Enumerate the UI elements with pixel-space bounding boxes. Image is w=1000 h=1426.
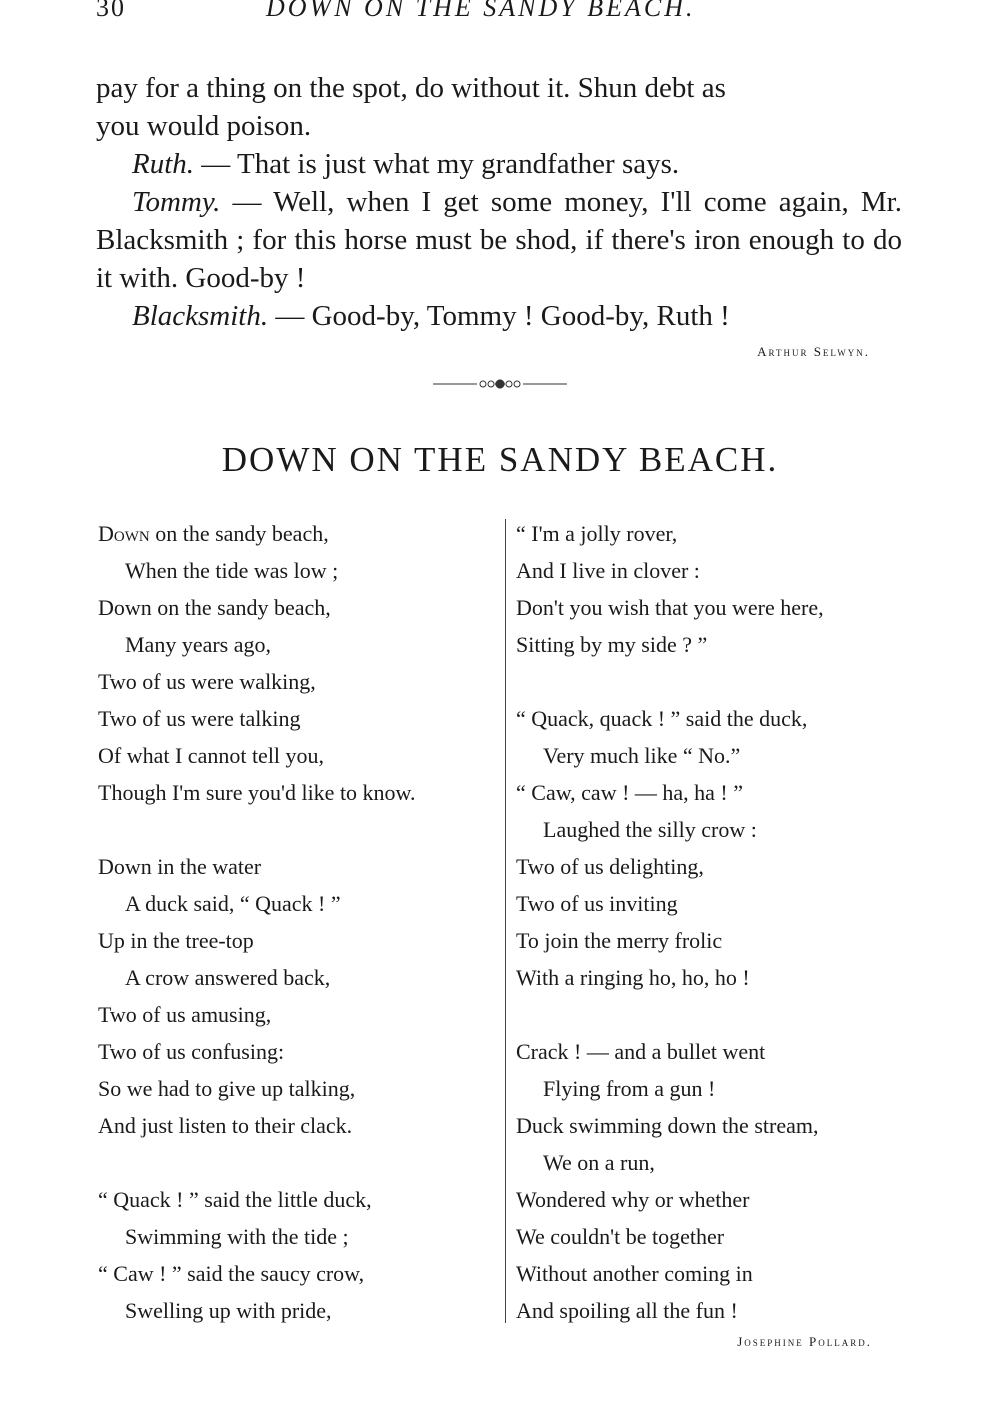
poem-first-word: Down	[98, 521, 150, 546]
poem-line: To join the merry frolic	[516, 928, 723, 953]
poem-line: Don't you wish that you were here,	[516, 595, 824, 620]
page-number: 30	[96, 0, 126, 22]
stanza	[516, 1033, 936, 1329]
poem-line: “ Quack ! ” said the little duck,	[98, 1187, 372, 1212]
stanza	[98, 848, 498, 1144]
poem-line: We couldn't be together	[516, 1224, 725, 1249]
poem-line: Of what I cannot tell you,	[98, 743, 325, 768]
dialogue-blacksmith	[96, 297, 902, 335]
stanza	[98, 515, 498, 811]
poem-line: “ Caw ! ” said the saucy crow,	[98, 1261, 365, 1286]
dialogue-text: — Well, when I get some money, I'll come again, Mr. Blacksmith ; for this horse must be shod, if there's iron enough to do it with. Good-by !	[96, 186, 902, 294]
poem-line: Very much like “ No.”	[543, 743, 741, 768]
poem-line: A crow answered back,	[125, 965, 331, 990]
poem-line: Two of us inviting	[516, 891, 678, 916]
dialogue-tommy	[96, 183, 902, 297]
stanza	[516, 515, 936, 663]
poem-line: Duck swimming down the stream,	[516, 1113, 819, 1138]
poem-line: Two of us amusing,	[98, 1002, 272, 1027]
poem-line: We on a run,	[543, 1150, 655, 1175]
prose-line: you would poison.	[96, 110, 312, 142]
poem-line: “ Caw, caw ! — ha, ha ! ”	[516, 780, 744, 805]
poem-line: When the tide was low ;	[125, 558, 339, 583]
poem-line: Crack ! — and a bullet went	[516, 1039, 766, 1064]
poem-line	[98, 515, 498, 552]
poem-line: Up in the tree-top	[98, 928, 254, 953]
poem-right-column	[516, 515, 936, 1366]
poem-line: Without another coming in	[516, 1261, 753, 1286]
poem-line: Wondered why or whether	[516, 1187, 750, 1212]
poem-line: Laughed the silly crow :	[543, 817, 757, 842]
prose-line: pay for a thing on the spot, do without it. Shun debt as	[96, 72, 726, 104]
speaker-name: Blacksmith.	[132, 300, 269, 332]
poem-line: Down on the sandy beach,	[98, 595, 331, 620]
poem-line: Two of us were talking	[98, 706, 301, 731]
stanza	[98, 1181, 498, 1329]
running-title: DOWN ON THE SANDY BEACH.	[266, 0, 696, 22]
running-head	[96, 0, 900, 22]
ornament-divider-icon	[433, 376, 567, 392]
poem-line: And spoiling all the fun !	[516, 1298, 738, 1323]
poem-line: Two of us delighting,	[516, 854, 704, 879]
poem-line: With a ringing ho, ho, ho !	[516, 965, 750, 990]
poem-line: “ I'm a jolly rover,	[516, 521, 678, 546]
poem-line: Down in the water	[98, 854, 262, 879]
poem-line: Many years ago,	[125, 632, 272, 657]
poem-line: A duck said, “ Quack ! ”	[125, 891, 341, 916]
dialogue-text: — Good-by, Tommy ! Good-by, Ruth !	[268, 300, 730, 332]
poem-line: Swimming with the tide ;	[125, 1224, 349, 1249]
speaker-name: Ruth.	[132, 148, 195, 180]
dialogue-text: — That is just what my grandfather says.	[194, 148, 680, 180]
poem-line: Though I'm sure you'd like to know.	[98, 780, 416, 805]
prose-continuation	[96, 69, 902, 145]
poem-line: So we had to give up talking,	[98, 1076, 356, 1101]
poem-line: And just listen to their clack.	[98, 1113, 353, 1138]
poem-line: Sitting by my side ? ”	[516, 632, 708, 657]
speaker-name: Tommy.	[132, 186, 221, 218]
poem-line-text: on the sandy beach,	[149, 521, 329, 546]
poem-line: And I live in clover :	[516, 558, 700, 583]
dialogue-ruth	[96, 145, 902, 183]
poem-line: Swelling up with pride,	[125, 1298, 332, 1323]
poem-title: DOWN ON THE SANDY BEACH.	[221, 440, 779, 479]
column-divider	[505, 519, 506, 1323]
poem-line: Two of us were walking,	[98, 669, 316, 694]
poem-line: “ Quack, quack ! ” said the duck,	[516, 706, 808, 731]
stanza	[516, 700, 936, 996]
prose-attribution: Arthur Selwyn.	[757, 344, 870, 359]
poem-line: Flying from a gun !	[543, 1076, 716, 1101]
poem-left-column	[98, 515, 498, 1366]
prose-section	[96, 69, 902, 335]
poem-line: Two of us confusing:	[98, 1039, 285, 1064]
poem-attribution: Josephine Pollard.	[737, 1334, 872, 1349]
